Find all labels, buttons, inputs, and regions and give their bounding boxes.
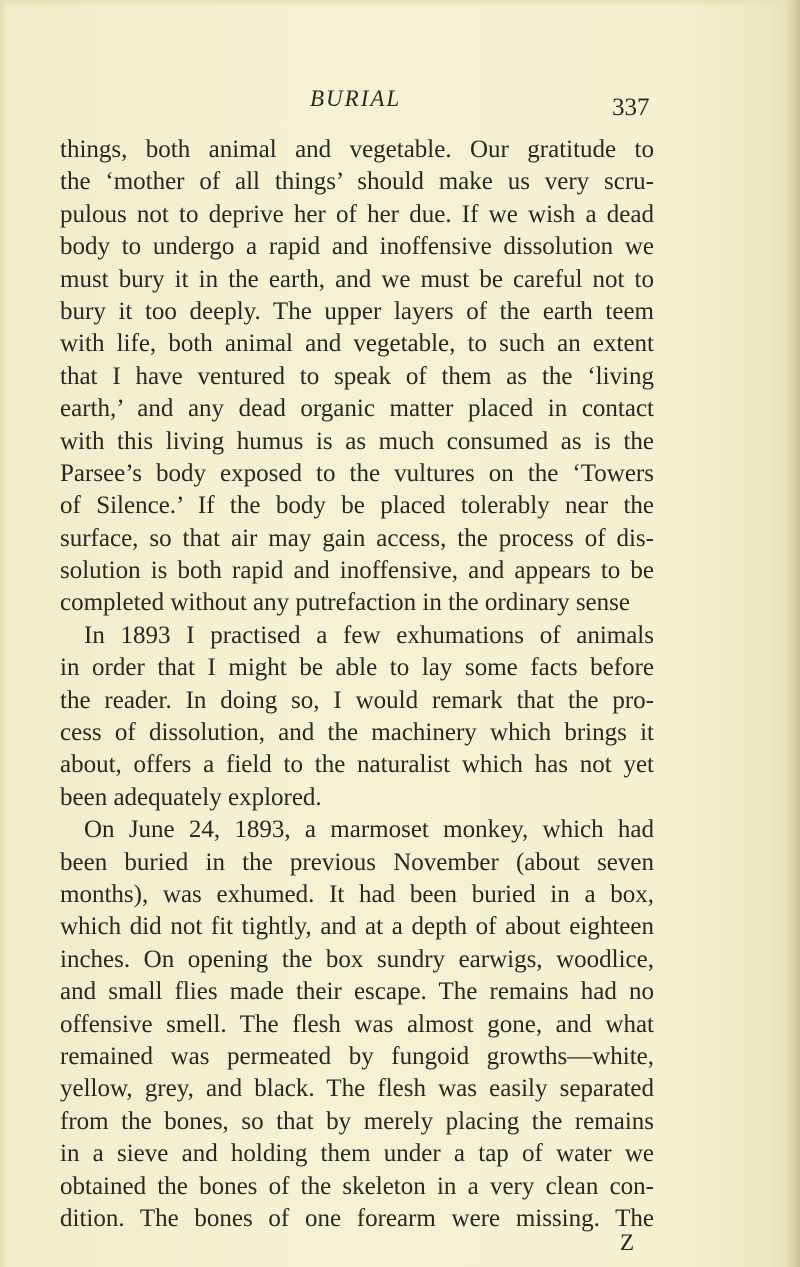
text-line: the ‘mother of all things’ should make us very scru- (60, 168, 654, 196)
text-line: been buried in the previous November (about seven (60, 848, 654, 876)
text-line: earth,’ and any dead organic matter placed in contact (60, 395, 654, 423)
text-line: in a sieve and holding them under a tap of water we (60, 1140, 654, 1168)
text-line: offensive smell. The flesh was almost gone, and what (60, 1010, 654, 1038)
text-line: about, offers a field to the naturalist which has not yet (60, 751, 654, 779)
text-line: that I have ventured to speak of them as the ‘living (60, 362, 654, 390)
text-line: yellow, grey, and black. The flesh was easily separated (60, 1075, 654, 1103)
text-line: from the bones, so that by merely placing the remains (60, 1107, 654, 1135)
text-line: dition. The bones of one forearm were missing. The (60, 1204, 654, 1232)
text-line: in order that I might be able to lay some facts before (60, 654, 654, 682)
page-left-shadow (0, 0, 8, 1267)
text-line: of Silence.’ If the body be placed tolerably near the (60, 492, 654, 520)
text-line: pulous not to deprive her of her due. If we wish a dead (60, 200, 654, 228)
text-line: inches. On opening the box sundry earwigs, woodlice, (60, 945, 654, 973)
text-line: cess of dissolution, and the machinery which brings it (60, 719, 654, 747)
text-line: remained was permeated by fungoid growths—white, (60, 1042, 654, 1070)
signature-mark: Z (620, 1230, 635, 1255)
text-line: been adequately explored. (60, 783, 322, 811)
page-top-shadow (0, 0, 800, 8)
page-number: 337 (612, 94, 650, 121)
text-line: obtained the bones of the skeleton in a very clean con- (60, 1172, 654, 1200)
text-line: and small flies made their escape. The remains had no (60, 978, 654, 1006)
text-line: things, both animal and vegetable. Our gratitude to (60, 136, 654, 163)
text-line: Parsee’s body exposed to the vultures on the ‘Towers (60, 459, 654, 487)
text-line: with life, both animal and vegetable, to such an extent (60, 330, 654, 358)
running-head: BURIAL (310, 86, 402, 111)
text-line: must bury it in the earth, and we must be careful not to (60, 265, 654, 293)
text-line: with this living humus is as much consumed as is the (60, 427, 654, 455)
text-line: which did not fit tightly, and at a depth of about eighteen (60, 913, 654, 941)
text-line: completed without any putrefaction in the ordinary sense (60, 589, 630, 617)
body-text (60, 134, 654, 1235)
page-gutter-shadow (786, 0, 800, 1267)
text-line: solution is both rapid and inoffensive, and appears to be (60, 557, 654, 585)
text-line: In 1893 I practised a few exhumations of animals (84, 621, 654, 649)
text-line: bury it too deeply. The upper layers of the earth teem (60, 297, 654, 325)
text-line: On June 24, 1893, a marmoset monkey, which had (84, 816, 654, 844)
text-line: the reader. In doing so, I would remark that the pro- (60, 686, 654, 714)
text-line: months), was exhumed. It had been buried in a box, (60, 880, 654, 908)
text-line: surface, so that air may gain access, the process of dis- (60, 524, 654, 552)
text-line: body to undergo a rapid and inoffensive dissolution we (60, 233, 654, 261)
page-header (0, 86, 800, 121)
